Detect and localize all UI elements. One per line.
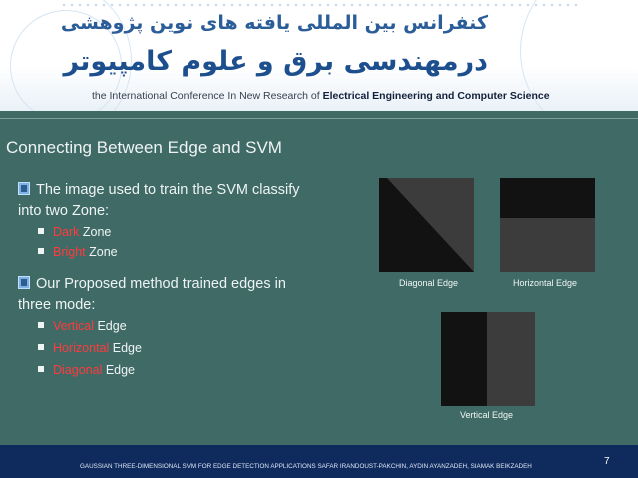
list-item: [38, 245, 118, 259]
conference-header: [0, 0, 638, 111]
header-dot-pattern: [60, 2, 580, 8]
item-highlight: Vertical: [53, 319, 94, 333]
square-bullet-icon: [38, 344, 44, 350]
item-highlight: Diagonal: [53, 363, 103, 377]
vertical-edge-caption: Vertical Edge: [460, 410, 514, 420]
bullet-text-line2: into two Zone:: [18, 203, 110, 219]
slide-title: Connecting Between Edge and SVM: [6, 138, 282, 157]
conference-english-prefix: the International Conference In New Research of: [92, 90, 323, 102]
item-rest: Zone: [85, 245, 118, 259]
bullet-text-line1: Our Proposed method trained edges in: [36, 276, 286, 292]
footer-bar: [0, 445, 638, 478]
diagonal-edge-image: [379, 178, 474, 272]
page-number: 7: [604, 456, 610, 467]
vertical-edge-image: [441, 312, 535, 406]
list-item: [38, 319, 127, 333]
conference-english-title: [92, 90, 550, 102]
bullet-text-line1: The image used to train the SVM classify: [36, 182, 300, 198]
item-highlight: Bright: [53, 245, 86, 259]
item-rest: Zone: [79, 225, 112, 239]
diagonal-edge-caption: Diagonal Edge: [399, 278, 459, 288]
list-item: [38, 341, 142, 355]
bullet-text-line2: three mode:: [18, 297, 96, 313]
item-highlight: Horizontal: [53, 341, 110, 355]
horizontal-edge-image: [500, 178, 595, 272]
square-bullet-icon: [38, 322, 44, 328]
item-rest: Edge: [109, 341, 142, 355]
header-divider: [0, 118, 638, 119]
persian-title-line1: کنفرانس بین المللی یافته های نوین پژوهشی: [60, 12, 488, 34]
bullet-proposed-method: [18, 274, 348, 316]
horizontal-edge-caption: Horizontal Edge: [513, 278, 578, 288]
square-bullet-icon: [38, 366, 44, 372]
checkbox-bullet-icon: [18, 276, 30, 289]
persian-title-line2: درمهندسی برق و علوم کامپیوتر: [63, 46, 488, 77]
square-bullet-icon: [38, 228, 44, 234]
item-rest: Edge: [94, 319, 127, 333]
checkbox-bullet-icon: [18, 182, 30, 195]
footer-citation: GAUSSIAN THREE-DIMENSIONAL SVM FOR EDGE DETECTION APPLICATIONS SAFAR IRANDOUST-PAKCHIN, AYDIN AYANZADEH, SIAMAK BEIKZADEH: [80, 463, 532, 470]
bullet-training-zones: [18, 180, 348, 222]
item-highlight: Dark: [53, 225, 80, 239]
square-bullet-icon: [38, 248, 44, 254]
item-rest: Edge: [102, 363, 136, 377]
list-item: [38, 225, 111, 239]
conference-english-bold: Electrical Engineering and Computer Science: [322, 90, 550, 102]
list-item: [38, 363, 135, 377]
